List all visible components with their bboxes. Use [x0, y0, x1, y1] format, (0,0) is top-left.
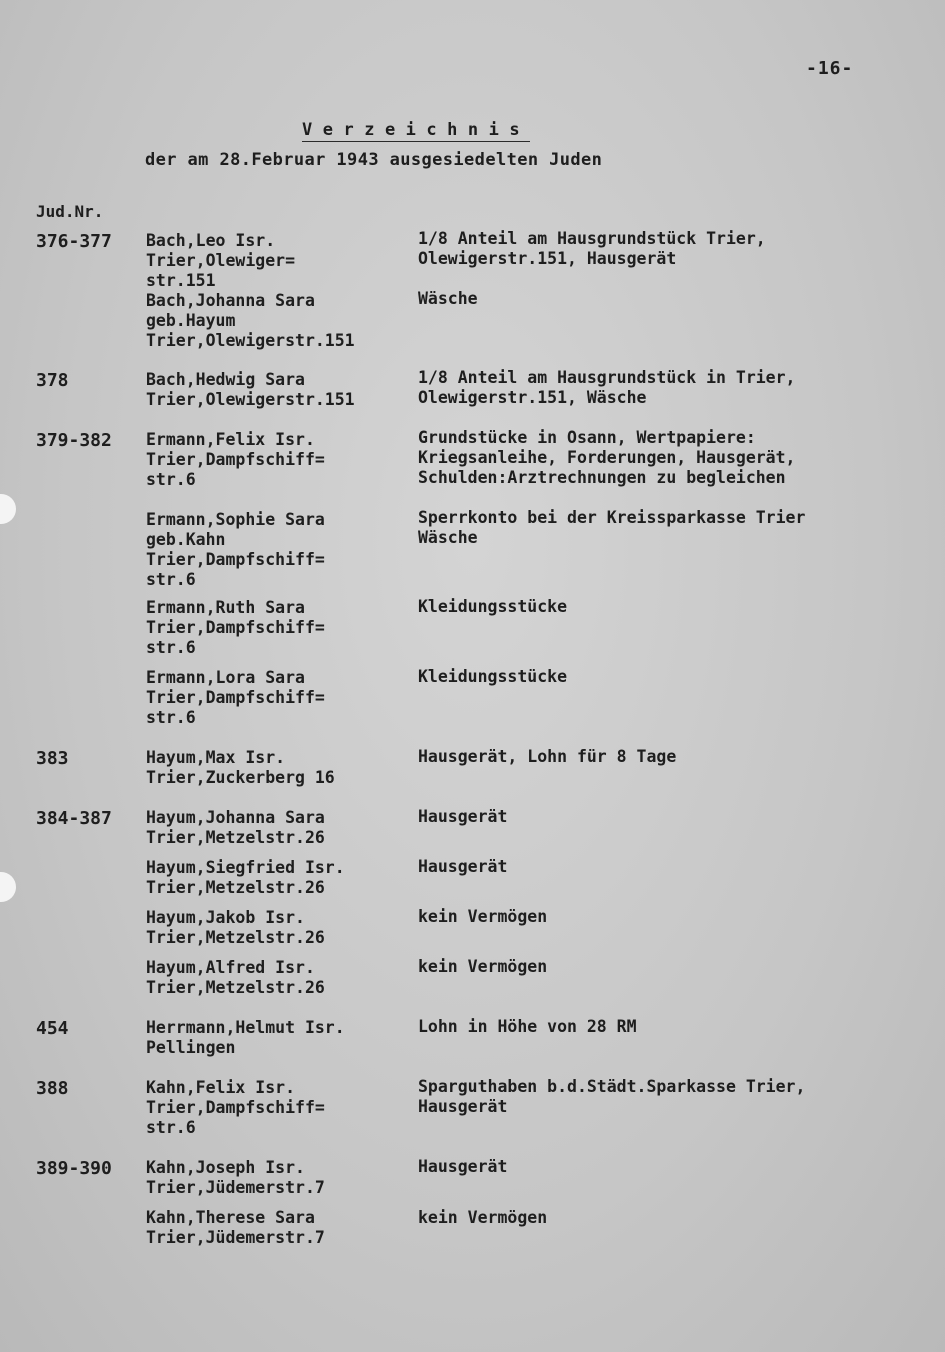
punch-hole	[0, 872, 16, 902]
person-entry: Ermann,Ruth Sara Trier,Dampfschiff= str.6	[146, 598, 325, 657]
punch-hole	[0, 494, 16, 524]
person-entry: Hayum,Johanna Sara Trier,Metzelstr.26	[146, 808, 325, 847]
person-entry: Ermann,Sophie Sara geb.Kahn Trier,Dampfschiff= str.6	[146, 510, 325, 589]
assets-entry: Sperrkonto bei der Kreissparkasse Trier Wäsche	[418, 508, 806, 547]
person-entry: Bach,Leo Isr. Trier,Olewiger= str.151	[146, 231, 296, 290]
person-entry: Kahn,Joseph Isr. Trier,Jüdemerstr.7	[146, 1158, 325, 1197]
record-number: 454	[36, 1018, 69, 1039]
assets-entry: 1/8 Anteil am Hausgrundstück Trier, Olewigerstr.151, Hausgerät	[418, 229, 766, 268]
record-number: 376-377	[36, 231, 112, 252]
person-entry: Herrmann,Helmut Isr. Pellingen	[146, 1018, 345, 1057]
assets-entry: Hausgerät	[418, 857, 508, 876]
assets-entry: Grundstücke in Osann, Wertpapiere: Kriegsanleihe, Forderungen, Hausgerät, Schulden:Arztrechnungen zu begleichen	[418, 428, 796, 487]
assets-entry: Hausgerät, Lohn für 8 Tage	[418, 747, 677, 766]
assets-entry: Lohn in Höhe von 28 RM	[418, 1017, 637, 1036]
record-number: 378	[36, 370, 69, 391]
assets-entry: Kleidungsstücke	[418, 597, 568, 616]
assets-entry: Kleidungsstücke	[418, 667, 568, 686]
assets-entry: Hausgerät	[418, 807, 508, 826]
assets-entry: 1/8 Anteil am Hausgrundstück in Trier, Olewigerstr.151, Wäsche	[418, 368, 796, 407]
person-entry: Hayum,Max Isr. Trier,Zuckerberg 16	[146, 748, 335, 787]
record-number: 388	[36, 1078, 69, 1099]
record-number: 389-390	[36, 1158, 112, 1179]
assets-entry: kein Vermögen	[418, 907, 548, 926]
person-entry: Ermann,Felix Isr. Trier,Dampfschiff= str.6	[146, 430, 325, 489]
person-entry: Kahn,Felix Isr. Trier,Dampfschiff= str.6	[146, 1078, 325, 1137]
person-entry: Bach,Hedwig Sara Trier,Olewigerstr.151	[146, 370, 355, 409]
assets-entry: kein Vermögen	[418, 1208, 548, 1227]
record-number: 383	[36, 748, 69, 769]
person-entry: Ermann,Lora Sara Trier,Dampfschiff= str.6	[146, 668, 325, 727]
record-number: 384-387	[36, 808, 112, 829]
person-entry: Hayum,Jakob Isr. Trier,Metzelstr.26	[146, 908, 325, 947]
column-header-number: Jud.Nr.	[36, 202, 104, 221]
record-number: 379-382	[36, 430, 112, 451]
person-entry: Hayum,Siegfried Isr. Trier,Metzelstr.26	[146, 858, 345, 897]
assets-entry: Wäsche	[418, 289, 478, 308]
page-number: -16-	[806, 58, 854, 79]
person-entry: Hayum,Alfred Isr. Trier,Metzelstr.26	[146, 958, 325, 997]
person-entry: Bach,Johanna Sara geb.Hayum Trier,Olewigerstr.151	[146, 291, 355, 350]
assets-entry: Sparguthaben b.d.Städt.Sparkasse Trier, Hausgerät	[418, 1077, 806, 1116]
person-entry: Kahn,Therese Sara Trier,Jüdemerstr.7	[146, 1208, 325, 1247]
assets-entry: kein Vermögen	[418, 957, 548, 976]
document-subtitle: der am 28.Februar 1943 ausgesiedelten Juden	[145, 150, 603, 170]
document-title: Verzeichnis	[302, 120, 531, 140]
assets-entry: Hausgerät	[418, 1157, 508, 1176]
